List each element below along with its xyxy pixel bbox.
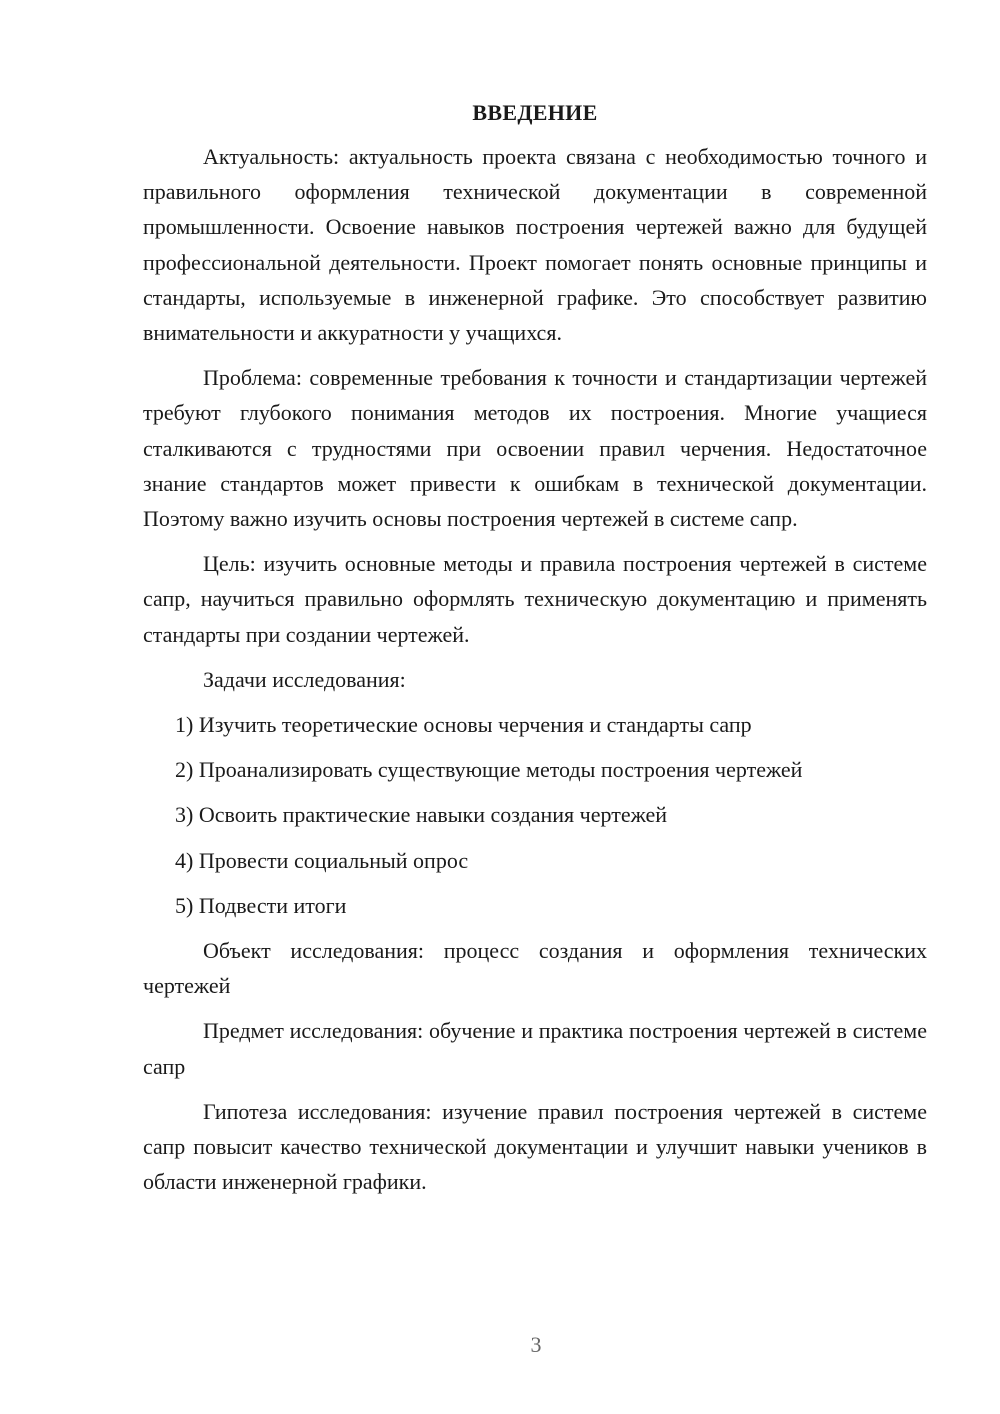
page-number: 3 bbox=[530, 1332, 542, 1357]
section-title: ВВЕДЕНИЕ bbox=[472, 100, 598, 125]
paragraph-relevance: Актуальность: актуальность проекта связана с необходимостью точного и правильного оформления технической документации в современной промышленности. Освоение навыков построения чертежей важно для будущей профессиональной деятельности. Проект помогает понять основные принципы и стандарты, используемые в инженерной графике. Это способствует развитию внимательности и аккуратности у учащихся. bbox=[143, 144, 927, 346]
paragraph-problem: Проблема: современные требования к точности и стандартизации чертежей требуют глубокого понимания методов их построения. Многие учащиеся сталкиваются с трудностями при освоении правил черчения. Недостаточное знание стандартов может привести к ошибкам в технической документации. Поэтому важно изучить основы построения чертежей в системе сапр. bbox=[143, 365, 927, 532]
task-item-4: 4) Провести социальный опрос bbox=[175, 847, 469, 873]
task-item-5: 5) Подвести итоги bbox=[175, 892, 347, 918]
task-item-1: 1) Изучить теоретические основы черчения и стандарты сапр bbox=[175, 712, 752, 738]
paragraph-hypothesis: Гипотеза исследования: изучение правил построения чертежей в системе сапр повысит качество технической документации и улучшит навыки учеников в области инженерной графики. bbox=[143, 1098, 927, 1195]
tasks-heading: Задачи исследования: bbox=[203, 666, 406, 692]
page-content bbox=[143, 96, 927, 1209]
paragraph-object: Объект исследования: процесс создания и оформления технических чертежей bbox=[143, 938, 927, 999]
paragraph-subject: Предмет исследования: обучение и практика построения чертежей в системе сапр bbox=[143, 1018, 927, 1079]
task-item-3: 3) Освоить практические навыки создания чертежей bbox=[175, 802, 668, 828]
task-item-2: 2) Проанализировать существующие методы построения чертежей bbox=[175, 757, 803, 783]
tasks-list bbox=[143, 707, 927, 923]
paragraph-goal: Цель: изучить основные методы и правила построения чертежей в системе сапр, научиться правильно оформлять техническую документацию и применять стандарты при создании чертежей. bbox=[143, 551, 927, 647]
